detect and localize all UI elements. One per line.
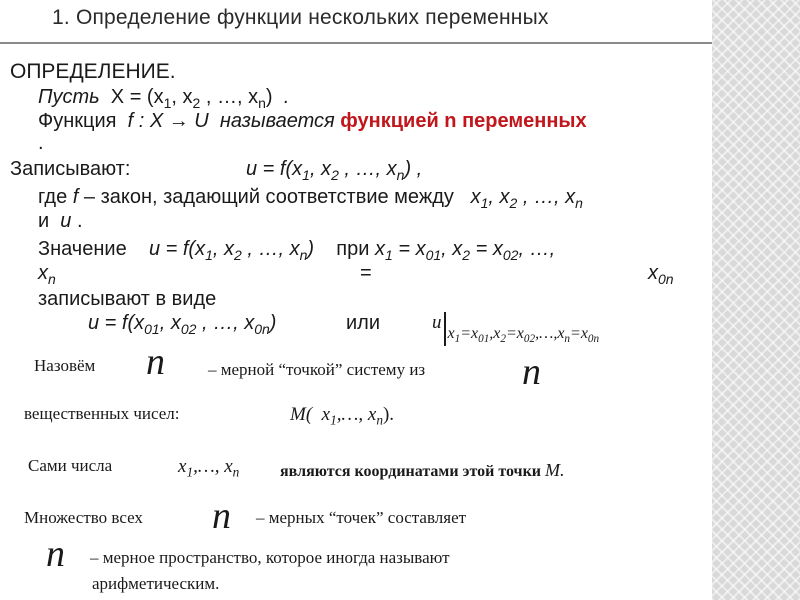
definition-emphasis: функцией n переменных [340, 110, 587, 132]
numbers-text: Сами числа [28, 456, 113, 475]
write-label: Записывают: [10, 158, 131, 180]
value-text: Значение [38, 238, 127, 260]
call-text: Назовём [34, 356, 96, 375]
where-text: где [38, 186, 68, 208]
called-text: называется [219, 110, 335, 132]
n-symbol-2: n [522, 351, 541, 393]
law-text: – закон, задающий соответствие между [83, 186, 454, 208]
value-line: Значение $u = f(x_1$, $x_2$ , …, $x_n$) при $x_1 = x_{01}$, $x_2 = x_{02}$, …, [38, 238, 556, 263]
formula-u: $u = f(x_1$, $x_2$ , …, $x_n$) , [246, 158, 423, 183]
x0n-right: $x_{0n}$ [648, 262, 674, 287]
law-line: где f – закон, задающий соответствие между $x_1$, $x_2$ , …, $x_n$ [38, 186, 583, 211]
coords-line: являются координатами этой точки M. [280, 460, 565, 480]
written-as-text: записывают в виде [38, 288, 217, 310]
xn-left: $x_n$ [38, 262, 56, 287]
slide-title: 1. Определение функции нескольких переменных [52, 6, 549, 29]
formula-restriction: $u_{x_1=x_{01},x_2=x_{02},\dots,x_n=x_{0n}}$ [432, 312, 600, 345]
formula-coords: $x_1,\dots$, $x_n$ [178, 456, 240, 480]
points-line1: – мерной “точкой” систему из [208, 360, 426, 379]
at-text: при [336, 238, 370, 260]
function-word: Функция [38, 110, 117, 132]
title-divider [0, 42, 712, 44]
n-symbol-4: n [46, 533, 65, 575]
definition-let-line: Пусть $X = (x_1$, $x_2$ , …, $x_n$) . [38, 86, 290, 111]
decorative-sidebar [712, 0, 800, 600]
space-text: – мерное пространство, которое иногда называют [90, 548, 450, 567]
set-text: Множество всех [24, 508, 143, 527]
equals-sign: = [360, 262, 372, 284]
definition-period: . [38, 132, 44, 154]
n-symbol-1: n [146, 341, 165, 383]
definition-function-line: Функция f : X → U называется функцией n переменных [38, 110, 587, 132]
formula-point-m: M( $x_1,\dots$, $x_n$). [290, 404, 395, 428]
coords-text: являются координатами этой точки [280, 463, 542, 480]
let-word: Пусть [38, 86, 100, 108]
set-rest-text: – мерных “точек” составляет [256, 508, 467, 527]
or-text: или [346, 312, 381, 334]
arith-text: арифметическим. [92, 574, 220, 593]
n-symbol-3: n [212, 495, 231, 537]
formula-u-0: $u = f(x_{01}$, $x_{02}$ , …, $x_{0n}$) [88, 312, 277, 337]
and-u-line: и u . [38, 210, 83, 232]
definition-heading: ОПРЕДЕЛЕНИЕ. [10, 60, 176, 83]
and-text: и [38, 210, 50, 232]
points-line2: вещественных чисел: [24, 404, 180, 423]
